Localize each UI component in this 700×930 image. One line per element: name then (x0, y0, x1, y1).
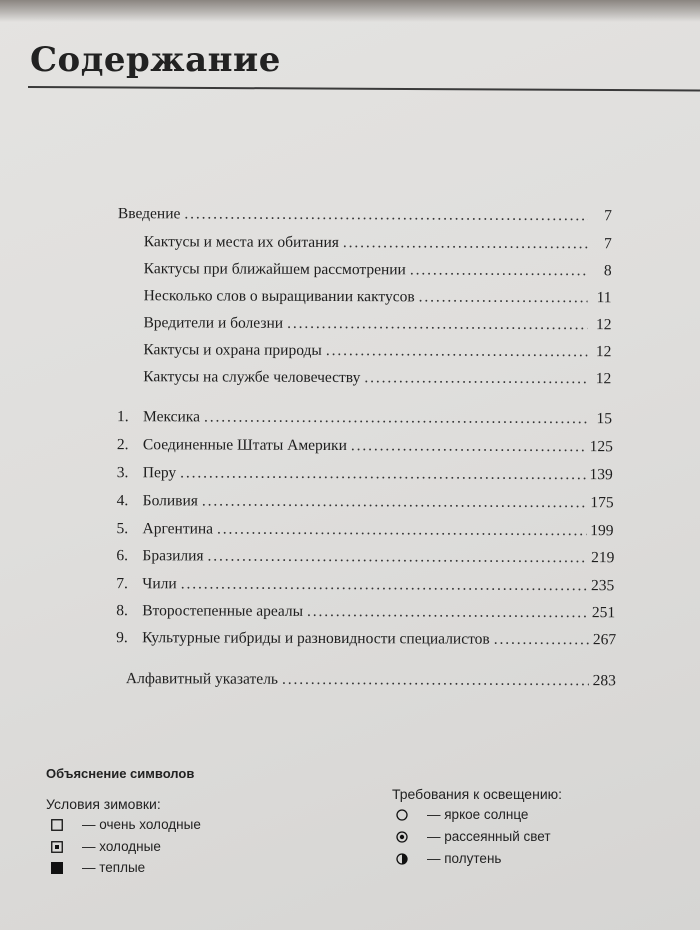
toc-leader-dots (307, 603, 588, 622)
toc-chapter-number: 9. (116, 629, 128, 647)
dotted-circle-icon (395, 830, 409, 844)
toc-entry-label: Кактусы и охрана природы (143, 341, 322, 359)
toc-entry-label: Второстепенные ареалы (142, 602, 304, 620)
toc-chapter-number: 2. (116, 436, 129, 454)
toc-entry-label: Соединенные Штаты Америки (142, 436, 347, 455)
toc-chapter[interactable] (116, 602, 615, 626)
toc-chapter-number: 5. (116, 520, 129, 538)
legend-item-diffuse-light (395, 829, 551, 844)
toc-leader-dots (217, 521, 586, 541)
toc-chapter-number: 1. (117, 408, 129, 426)
toc-entry-page: 139 (589, 466, 613, 484)
toc-leader-dots (202, 492, 587, 512)
toc-chapter-number: 6. (116, 547, 129, 565)
toc-entry-page: 15 (596, 410, 613, 428)
toc-entry-page: 12 (595, 316, 612, 334)
toc-chapter[interactable] (117, 492, 614, 516)
toc-leader-dots (208, 547, 588, 567)
toc-entry-page: 267 (592, 631, 617, 649)
toc-chapter-number: 8. (116, 602, 128, 620)
toc-leader-dots (351, 437, 586, 456)
toc-leader-dots (343, 234, 588, 253)
toc-entry-label: Бразилия (142, 547, 204, 565)
toc-entry-page: 219 (591, 549, 615, 567)
toc-entry-label: Вредители и болезни (143, 314, 284, 332)
filled-square-icon (50, 861, 64, 875)
legend-title: Объяснение символов (46, 766, 195, 781)
toc-leader-dots (282, 671, 589, 690)
toc-entry-label: Кактусы при ближайшем рассмотрении (143, 260, 406, 279)
toc-entry-page: 175 (590, 494, 614, 512)
toc-entry-page: 12 (595, 343, 612, 361)
toc-entry-page: 283 (592, 672, 616, 690)
toc-leader-dots (494, 631, 589, 649)
toc-entry-page: 7 (604, 207, 612, 225)
legend-item-text: — рассеянный свет (427, 829, 551, 844)
toc-entry-page: 12 (595, 370, 612, 388)
dotted-square-icon (50, 840, 64, 854)
toc-leader-dots (287, 315, 587, 334)
toc-entry-label: Кактусы и места их обитания (143, 233, 339, 252)
legend-item-warm (50, 860, 145, 875)
toc-subentry[interactable] (144, 233, 612, 257)
toc-entry-label: Мексика (143, 408, 201, 426)
toc-entry-label: Аргентина (142, 520, 214, 538)
toc-subentry[interactable] (143, 368, 611, 392)
wintering-heading: Условия зимовки: (46, 796, 161, 812)
legend-item-text: — полутень (427, 851, 502, 866)
legend-item-half-shade (395, 851, 501, 866)
legend-item-text: — очень холодные (82, 817, 201, 832)
toc-subentry[interactable] (143, 341, 611, 365)
legend-item-text: — яркое солнце (427, 807, 529, 822)
toc-entry-label: Кактусы на службе человечеству (143, 368, 361, 387)
toc-leader-dots (364, 369, 587, 388)
toc-entry-index[interactable] (126, 670, 616, 694)
toc-chapter[interactable] (117, 520, 614, 544)
toc-subentry[interactable] (144, 260, 612, 284)
toc-leader-dots (419, 288, 588, 307)
empty-square-icon (50, 818, 64, 832)
toc-leader-dots (180, 464, 585, 484)
toc-entry-page: 8 (603, 262, 612, 280)
toc-chapter[interactable] (117, 464, 613, 488)
toc-leader-dots (326, 342, 588, 361)
legend-item-very-cold (50, 817, 201, 832)
toc-chapter[interactable] (116, 575, 614, 599)
half-circle-icon (395, 852, 409, 866)
toc-leader-dots (204, 408, 588, 428)
toc-entry-label: Несколько слов о выращивании кактусов (143, 287, 415, 306)
toc-entry-page: 235 (591, 577, 615, 595)
toc-chapter[interactable] (116, 629, 616, 653)
toc-chapter[interactable] (116, 547, 614, 571)
toc-entry-label: Перу (142, 464, 177, 482)
toc-entry-label: Культурные гибриды и разновидности специалистов (142, 629, 490, 648)
toc-leader-dots (410, 261, 588, 280)
toc-leader-dots (181, 575, 587, 595)
toc-chapter[interactable] (117, 408, 612, 432)
toc-chapter-number: 3. (116, 464, 129, 482)
toc-entry-intro[interactable] (118, 205, 612, 229)
toc-chapter-number: 4. (116, 492, 129, 510)
toc-entry-page: 251 (591, 604, 616, 622)
toc-chapter-number: 7. (116, 575, 128, 593)
toc-chapter[interactable] (117, 436, 613, 460)
toc-entry-label: Чили (142, 575, 177, 593)
toc-leader-dots (184, 205, 588, 225)
toc-entry-page: 125 (589, 438, 613, 456)
toc-entry-label: Введение (117, 205, 181, 223)
legend-item-text: — теплые (82, 860, 146, 875)
toc-entry-page: 7 (604, 235, 612, 253)
toc-entry-label: Алфавитный указатель (125, 670, 279, 688)
legend-item-cold (50, 839, 161, 854)
legend-item-text: — холодные (82, 839, 161, 854)
legend-item-bright-sun (395, 807, 528, 822)
toc-entry-page: 199 (590, 522, 614, 540)
empty-circle-icon (395, 808, 409, 822)
toc-entry-page: 11 (596, 289, 612, 307)
toc-subentry[interactable] (144, 287, 612, 311)
toc-subentry[interactable] (143, 314, 611, 338)
toc-entry-label: Боливия (142, 492, 198, 510)
lighting-heading: Требования к освещению: (392, 786, 563, 802)
page-title: Содержание (30, 40, 281, 80)
